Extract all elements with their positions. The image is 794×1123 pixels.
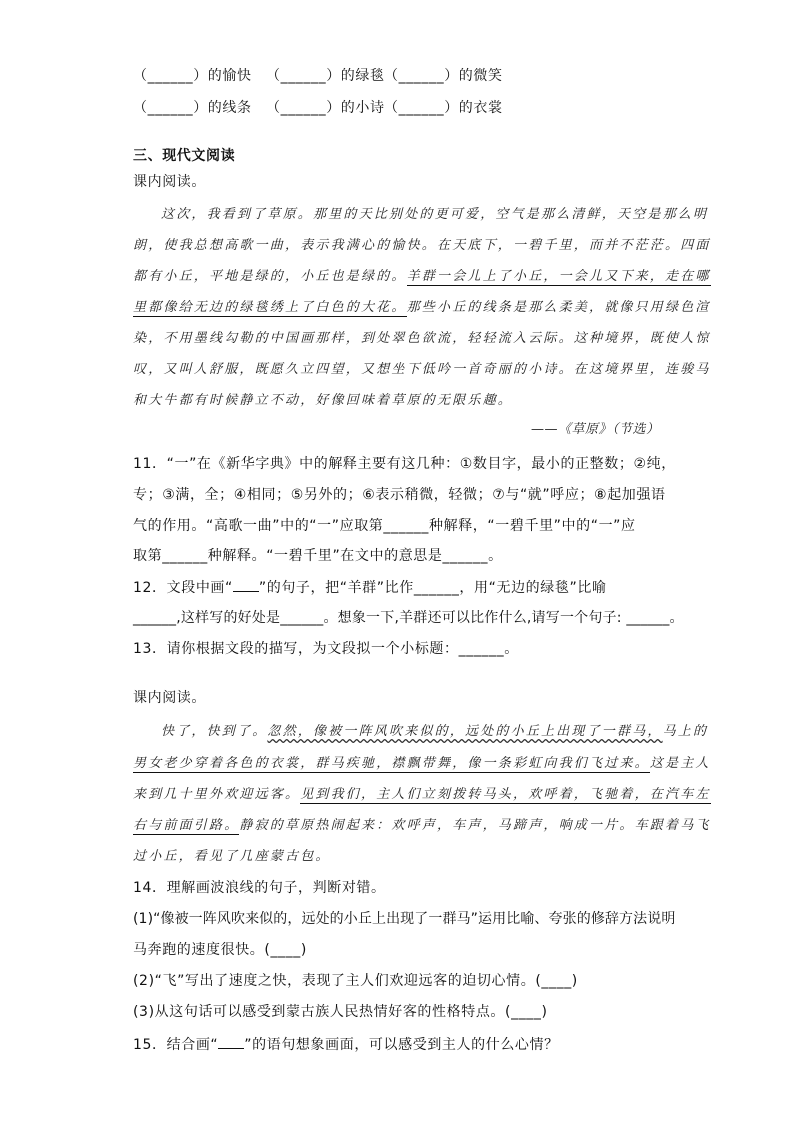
question-text: ”的句子，把“羊群”比作______，用“无边的绿毯”比喻: [258, 580, 607, 596]
question-13: 13．请你根据文段的描写，为文段拟一个小标题：______。: [133, 641, 519, 657]
underlined-sentence: 羊群一会儿上了小丘，一会儿又下来，走在哪: [406, 269, 711, 284]
passage-heading: 课内阅读。: [133, 690, 206, 706]
question-12-line: ______,这样写的好处是______。想象一下,羊群还可以比作什么,请写一个句子: ______。: [133, 610, 684, 626]
passage-line: [161, 722, 708, 742]
passage-line: 叹，又叫人舒服，既愿久立四望，又想坐下低吟一首奇丽的小诗。在这境界里，连骏马: [133, 362, 711, 377]
question-text: 12．文段中画“: [133, 580, 233, 596]
question-12-line: [133, 577, 607, 598]
fill-row-2: [133, 98, 503, 118]
passage-line: 朗，使我总想高歌一曲，表示我满心的愉快。在天底下，一碧千里，而并不茫茫。四面: [133, 238, 711, 253]
question-text: 15．结合画“: [133, 1037, 219, 1053]
passage-text: 来到几十里外欢迎远客。: [133, 787, 301, 802]
passage-line: [133, 298, 711, 318]
question-11-line: 专；③满，全；④相同；⑤另外的；⑥表示稍微，轻微；⑦与“就”呼应；⑧起加强语: [133, 487, 666, 503]
passage-line: 染，不用墨线勾勒的中国画那样，到处翠色欲流，轻轻流入云际。这种境界，既使人惊: [133, 331, 711, 346]
underline-sample: [218, 1034, 244, 1049]
passage-text: 这是主人: [649, 756, 711, 771]
question-14-item: (2)“飞”写出了速度之快，表现了主人们欢迎远客的迫切心情。(____): [133, 973, 578, 989]
fill-item: （______）的绿毯: [266, 68, 385, 84]
passage-line: [133, 754, 711, 774]
passage-line: [133, 816, 711, 836]
underlined-sentence: 里都像给无边的绿毯绣上了白色的大花。: [133, 300, 407, 315]
passage-line: 过小丘，看见了几座蒙古包。: [133, 849, 331, 864]
passage-line: 这次，我看到了草原。那里的天比别处的更可爱，空气是那么清鲜，天空是那么明: [161, 207, 709, 222]
underline-sample: [233, 577, 259, 592]
fill-item: （______）的愉快: [133, 68, 252, 84]
fill-row-1: [133, 66, 503, 86]
question-11-line: 11．“一”在《新华字典》中的解释主要有这几种：①数目字，最小的正整数；②纯，: [133, 456, 676, 472]
passage-text: 马上的: [662, 724, 709, 739]
question-15: [133, 1034, 559, 1055]
question-14-item: 马奔跑的速度很快。(____): [133, 942, 307, 958]
wavy-sentence: 忽然，像被一阵风吹来似的，远处的小丘上出现了一群马，: [267, 724, 663, 739]
section-title: 三、现代文阅读: [133, 148, 236, 164]
passage-heading: 课内阅读。: [133, 174, 206, 190]
passage-line: [133, 785, 711, 805]
passage-text: 都有小丘，平地是绿的，小丘也是绿的。: [133, 269, 407, 284]
question-14-item: (3)从这句话可以感受到蒙古族人民热情好客的性格特点。(____): [133, 1004, 548, 1020]
fill-item: （______）的小诗: [266, 100, 385, 116]
fill-item: （______）的线条: [133, 100, 252, 116]
underlined-sentence: 右与前面引路。: [133, 818, 240, 833]
question-14-title: 14．理解画波浪线的句子，判断对错。: [133, 880, 386, 896]
passage-text: 静寂的草原热闹起来：欢呼声，车声，马蹄声，响成一片。车跟着马飞: [239, 818, 711, 833]
question-14-item: (1)“像被一阵风吹来似的，远处的小丘上出现了一群马”运用比喻、夸张的修辞方法说明: [133, 911, 676, 927]
question-11-line: 气的作用。“高歌一曲”中的“一”应取第______种解释，“一碧千里”中的“一”应: [133, 518, 636, 534]
question-text: ”的语句想象画面，可以感受到主人的什么心情？: [244, 1037, 559, 1053]
fill-item: （______）的微笑: [384, 68, 503, 84]
fill-item: （______）的衣裳: [384, 100, 503, 116]
passage-text: 那些小丘的线条是那么柔美，就像只用绿色渲: [406, 300, 711, 315]
underlined-sentence: 男女老少穿着各色的衣裳，群马疾驰，襟飘带舞，像一条彩虹向我们飞过来。: [133, 756, 650, 771]
passage-line: 和大牛都有时候静立不动，好像回味着草原的无限乐趣。: [133, 393, 514, 408]
question-11-line: 取第______种解释。“一碧千里”在文中的意思是______。: [133, 548, 503, 564]
passage-line: [133, 267, 711, 287]
underlined-sentence: 见到我们，主人们立刻拨转马头，欢呼着，飞驰着，在汽车左: [300, 787, 711, 802]
passage-text: 快了，快到了。: [161, 724, 268, 739]
passage-source: ——《草原》（节选）: [531, 422, 660, 437]
